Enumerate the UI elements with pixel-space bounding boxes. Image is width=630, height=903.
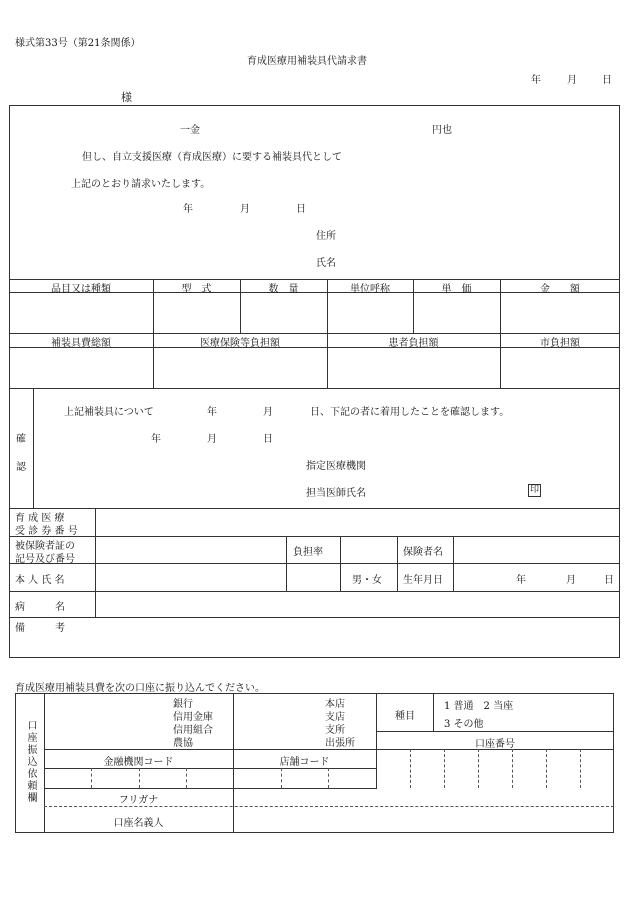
insurance-label-1: 被保険者証の <box>15 541 75 552</box>
items-header-amount: 金 額 <box>540 284 580 295</box>
branch-type-1: 本店 <box>325 699 345 710</box>
header-date-month: 月 <box>567 75 577 86</box>
account-type-options-2: 3 その他 <box>444 719 484 730</box>
request-date-month: 月 <box>240 204 250 215</box>
branch-type-2: 支店 <box>325 712 345 723</box>
cert-number-label-2: 受 診 券 番 号 <box>15 526 78 537</box>
birth-month: 月 <box>566 575 576 586</box>
remarks-label: 備 考 <box>15 623 65 634</box>
items-header-unit-price: 単 価 <box>441 284 472 295</box>
request-date-day: 日 <box>296 204 306 215</box>
items-header-model: 型 式 <box>181 284 212 295</box>
branch-type-4: 出張所 <box>325 738 355 749</box>
birth-day: 日 <box>604 575 614 586</box>
disease-label: 病 名 <box>15 602 65 613</box>
bank-side-label: 口座振込依頼欄 <box>25 720 36 804</box>
purpose-line: 但し、自立支援医療（育成医療）に要する補装具代として <box>82 152 342 163</box>
burden-rate-label: 負担率 <box>293 547 323 558</box>
sex-label: 男・女 <box>352 575 382 586</box>
address-label: 住所 <box>316 231 336 242</box>
addressee-suffix: 様 <box>121 91 132 104</box>
cost-header-total: 補装具費総額 <box>51 338 111 349</box>
items-header-item: 品目又は種類 <box>51 284 111 295</box>
confirm-line1-year: 年 <box>207 407 217 418</box>
cost-header-patient: 患者負担額 <box>388 338 439 349</box>
institution-code-label: 金融機関コード <box>103 757 174 768</box>
amount-prefix: 一金 <box>180 125 200 136</box>
bank-type-3: 信用組合 <box>173 725 213 736</box>
confirm-line1-prefix: 上記補装具について <box>64 407 154 418</box>
cost-header-insurance: 医療保険等負担額 <box>200 338 280 349</box>
birth-label: 生年月日 <box>403 575 443 586</box>
bank-type-2: 信用金庫 <box>173 712 213 723</box>
bank-type-4: 農協 <box>173 738 193 749</box>
insurer-name-label: 保険者名 <box>403 547 443 558</box>
confirm-line2-year: 年 <box>151 434 161 445</box>
form-number: 様式第33号（第21条関係） <box>15 38 141 49</box>
document-title: 育成医療用補装具代請求書 <box>247 56 367 67</box>
confirm-line2-month: 月 <box>207 434 217 445</box>
confirm-line2-day: 日 <box>263 434 273 445</box>
seal-mark: 印 <box>529 485 539 495</box>
bank-instruction: 育成医療用補装具費を次の口座に振り込んでください。 <box>15 683 265 694</box>
insurance-label-2: 記号及び番号 <box>15 554 75 565</box>
items-header-quantity: 数 量 <box>268 284 299 295</box>
birth-year: 年 <box>516 575 526 586</box>
branch-type-3: 支所 <box>325 725 345 736</box>
account-holder-label: 口座名義人 <box>113 818 164 829</box>
cert-number-label-1: 育 成 医 療 <box>15 513 65 524</box>
account-number-label: 口座番号 <box>475 739 515 750</box>
confirm-side-label-1: 確 <box>16 434 26 445</box>
items-header-unit: 単位呼称 <box>350 284 390 295</box>
closing-line: 上記のとおり請求いたします。 <box>71 179 211 190</box>
header-date-day: 日 <box>602 75 612 86</box>
patient-name-label: 本 人 氏 名 <box>15 575 65 586</box>
bank-type-1: 銀行 <box>173 699 193 710</box>
cost-header-city: 市負担額 <box>540 338 580 349</box>
account-type-label: 種目 <box>395 711 415 722</box>
confirm-line1-month: 月 <box>263 407 273 418</box>
institution-label: 指定医療機関 <box>306 461 366 472</box>
header-date-year: 年 <box>531 75 541 86</box>
confirm-line1-day: 日、下記の者に着用したことを確認します。 <box>310 407 510 418</box>
branch-code-label: 店舗コード <box>279 757 330 768</box>
doctor-label: 担当医師氏名 <box>306 488 366 499</box>
amount-suffix: 円也 <box>432 125 452 136</box>
request-date-year: 年 <box>183 204 193 215</box>
account-type-options-1: 1 普通 2 当座 <box>444 701 514 712</box>
furigana-label: フリガナ <box>118 795 159 806</box>
name-label: 氏名 <box>316 258 336 269</box>
confirm-side-label-2: 認 <box>16 462 26 473</box>
